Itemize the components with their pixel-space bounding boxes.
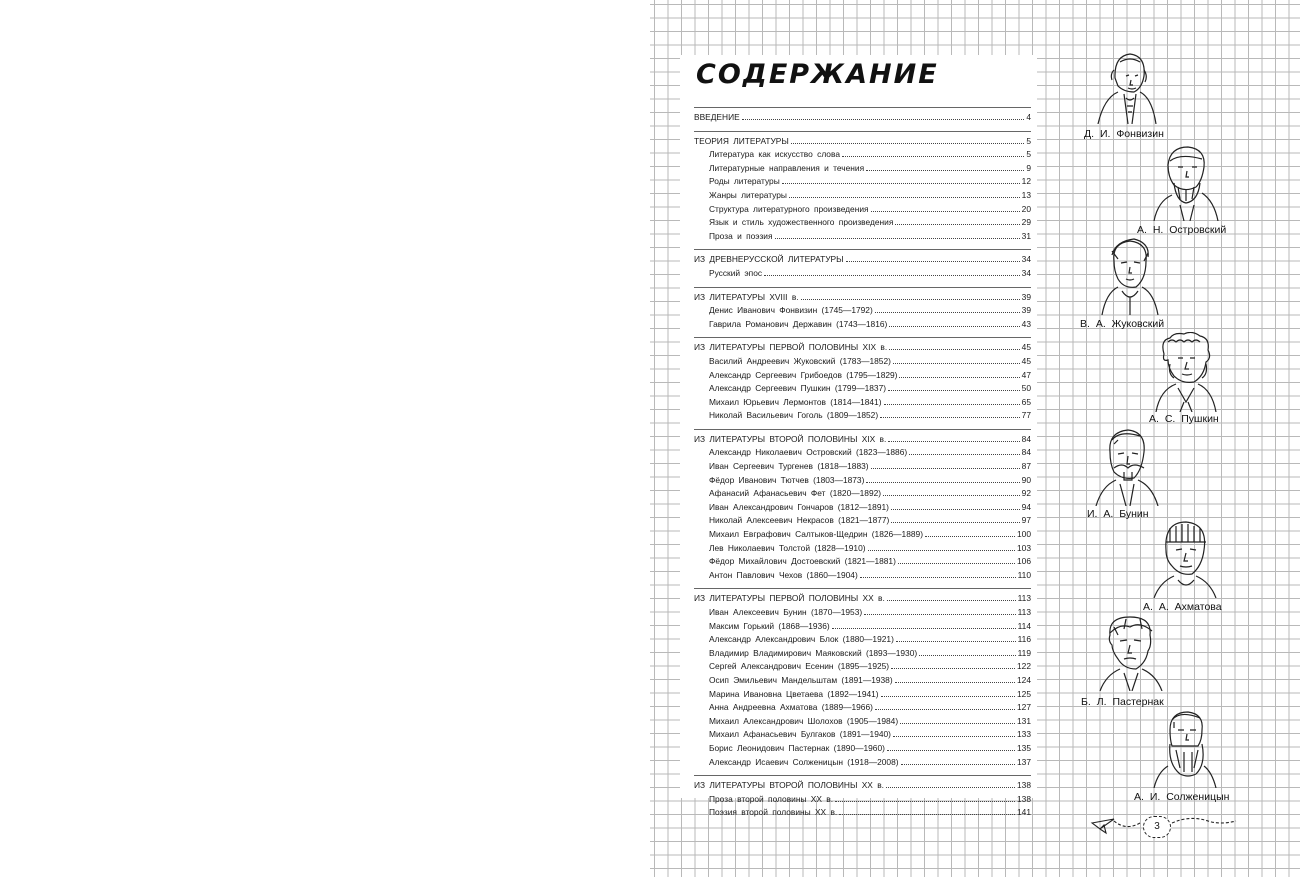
toc-entry-title: Александр Исаевич Солженицын (1918—2008) — [709, 756, 899, 767]
toc-entry-title: ИЗ ЛИТЕРАТУРЫ ПЕРВОЙ ПОЛОВИНЫ XIX в. — [694, 342, 888, 353]
toc-entry[interactable] — [694, 162, 1031, 176]
toc-entry-page: 43 — [1021, 318, 1031, 329]
portrait-pushkin — [1150, 332, 1220, 412]
portrait-label: А. И. Солженицын — [1134, 791, 1230, 803]
toc-entry-page: 113 — [1017, 593, 1031, 604]
toc-entry[interactable] — [694, 148, 1031, 162]
toc-entry-page: 90 — [1021, 474, 1031, 485]
toc-entry-title: ИЗ ЛИТЕРАТУРЫ ПЕРВОЙ ПОЛОВИНЫ XX в. — [694, 593, 885, 604]
toc-entry-page: 122 — [1017, 661, 1031, 672]
toc-entry-title: Проза второй половины XX в. — [709, 793, 834, 804]
toc-entry-title: Жанры литературы — [709, 189, 787, 200]
toc-entry-page: 77 — [1021, 410, 1031, 421]
toc-entry-title: Русский эпос — [709, 267, 763, 278]
toc-entry-title: Василий Андреевич Жуковский (1783—1852) — [709, 355, 891, 366]
toc-section-heading[interactable] — [694, 291, 1031, 305]
toc-entry[interactable] — [694, 555, 1031, 569]
toc-entry-page: 39 — [1021, 291, 1031, 302]
toc-entry-title: Антон Павлович Чехов (1860—1904) — [709, 569, 858, 580]
toc-entry-page: 29 — [1021, 217, 1031, 228]
toc-entry-page: 97 — [1021, 515, 1031, 526]
dot-leader — [875, 709, 1015, 710]
toc-entry-title: ИЗ ЛИТЕРАТУРЫ ВТОРОЙ ПОЛОВИНЫ XIX в. — [694, 433, 887, 444]
toc-entry[interactable] — [694, 487, 1031, 501]
toc-entry-page: 47 — [1021, 369, 1031, 380]
toc-section-heading[interactable] — [694, 779, 1031, 793]
toc-section — [694, 588, 1031, 769]
toc-entry-page: 20 — [1021, 203, 1031, 214]
portrait-label: В. А. Жуковский — [1080, 318, 1165, 330]
toc-entry[interactable] — [694, 806, 1031, 820]
toc-section-heading[interactable] — [694, 592, 1031, 606]
toc-entry-page: 94 — [1021, 501, 1031, 512]
dot-leader — [891, 509, 1020, 510]
dot-leader — [832, 628, 1016, 629]
toc-entry-page: 31 — [1021, 230, 1031, 241]
toc-entry[interactable] — [694, 742, 1031, 756]
toc-entry-page: 45 — [1021, 355, 1031, 366]
portrait-bunin — [1090, 426, 1162, 506]
toc-entry[interactable] — [694, 230, 1031, 244]
dot-leader — [889, 326, 1019, 327]
toc-entry-page: 138 — [1017, 793, 1031, 804]
dot-leader — [871, 211, 1020, 212]
page-number: 3 — [1143, 816, 1171, 838]
toc-entry[interactable] — [694, 460, 1031, 474]
toc-entry-title: Иван Сергеевич Тургенев (1818—1883) — [709, 461, 869, 472]
section-divider — [694, 287, 1031, 288]
toc-entry-title: Гаврила Романович Державин (1743—1816) — [709, 318, 888, 329]
toc-entry[interactable] — [694, 409, 1031, 423]
dot-leader — [842, 156, 1024, 157]
toc-entry-title: Афанасий Афанасьевич Фет (1820—1892) — [709, 488, 882, 499]
toc-entry[interactable] — [694, 446, 1031, 460]
toc-entry[interactable] — [694, 175, 1031, 189]
toc-section — [694, 107, 1031, 125]
toc-section-heading[interactable] — [694, 253, 1031, 267]
toc-entry-page: 135 — [1017, 742, 1031, 753]
toc-entry-page: 138 — [1017, 780, 1031, 791]
toc-entry[interactable] — [694, 501, 1031, 515]
toc-entry[interactable] — [694, 715, 1031, 729]
toc-entry-page: 141 — [1017, 807, 1031, 818]
toc-entry-title: Марина Ивановна Цветаева (1892—1941) — [709, 688, 879, 699]
toc-entry-title: Проза и поэзия — [709, 230, 773, 241]
dot-leader — [899, 377, 1019, 378]
toc-entry-page: 114 — [1017, 620, 1031, 631]
dot-leader — [782, 183, 1020, 184]
portrait-label: А. А. Ахматова — [1143, 601, 1222, 613]
toc-entry-page: 103 — [1017, 542, 1031, 553]
dot-leader — [839, 814, 1015, 815]
toc-entry-title: Денис Иванович Фонвизин (1745—1792) — [709, 305, 873, 316]
dot-leader — [846, 261, 1020, 262]
dot-leader — [880, 417, 1020, 418]
toc-entry[interactable] — [694, 304, 1031, 318]
page-title: СОДЕРЖАНИЕ — [696, 59, 939, 90]
toc-entry[interactable] — [694, 474, 1031, 488]
toc-entry-page: 113 — [1017, 607, 1031, 617]
toc-entry-page: 12 — [1021, 176, 1031, 187]
toc-entry-page: 50 — [1021, 383, 1031, 394]
portrait-solzhenitsyn — [1150, 708, 1220, 788]
toc-entry-title: Литература как искусство слова — [709, 149, 840, 160]
toc-entry[interactable] — [694, 528, 1031, 542]
toc-entry[interactable] — [694, 688, 1031, 702]
toc-entry-title: ИЗ ЛИТЕРАТУРЫ XVIII в. — [694, 291, 799, 302]
toc-entry-page: 5 — [1026, 149, 1031, 160]
toc-entry-title: Александр Александрович Блок (1880—1921) — [709, 634, 894, 645]
dot-leader — [883, 495, 1020, 496]
portrait-label: Б. Л. Пастернак — [1081, 696, 1164, 708]
toc-entry-title: Структура литературного произведения — [709, 203, 869, 214]
toc-entry[interactable] — [694, 674, 1031, 688]
toc-entry-title: ТЕОРИЯ ЛИТЕРАТУРЫ — [694, 135, 789, 146]
toc-entry-title: Михаил Евграфович Салтыков-Щедрин (1826—1889) — [709, 529, 923, 540]
dot-leader — [881, 696, 1015, 697]
portrait-fonvizin — [1090, 48, 1160, 124]
toc-entry-page: 100 — [1017, 529, 1031, 540]
dot-leader — [909, 454, 1020, 455]
section-divider — [694, 249, 1031, 250]
toc-section — [694, 775, 1031, 820]
toc-entry-page: 13 — [1021, 189, 1031, 200]
toc-entry[interactable] — [694, 633, 1031, 647]
dot-leader — [901, 764, 1015, 765]
toc-entry[interactable] — [694, 396, 1031, 410]
toc-entry-title: Борис Леонидович Пастернак (1890—1960) — [709, 742, 885, 753]
toc-entry-page: 34 — [1021, 254, 1031, 265]
dot-leader — [884, 404, 1020, 405]
toc-entry-title: ВВЕДЕНИЕ — [694, 112, 740, 122]
dot-leader — [775, 238, 1020, 239]
dot-leader — [791, 143, 1025, 144]
portrait-label: А. Н. Островский — [1137, 224, 1227, 236]
dot-leader — [893, 363, 1020, 364]
dot-leader — [893, 736, 1015, 737]
toc-entry-page: 106 — [1017, 556, 1031, 567]
toc-entry-title: Михаил Александрович Шолохов (1905—1984) — [709, 715, 899, 726]
portrait-label: А. С. Пушкин — [1149, 413, 1219, 425]
dot-leader — [888, 390, 1020, 391]
section-divider — [694, 107, 1031, 108]
toc-entry-page: 5 — [1026, 135, 1031, 146]
table-of-contents — [680, 55, 1037, 818]
section-divider — [694, 131, 1031, 132]
toc-entry[interactable] — [694, 203, 1031, 217]
toc-entry-title: Николай Васильевич Гоголь (1809—1852) — [709, 410, 879, 421]
toc-entry-page: 125 — [1017, 688, 1031, 699]
toc-entry-title: Фёдор Иванович Тютчев (1803—1873) — [709, 474, 865, 485]
toc-entry-page: 116 — [1017, 634, 1031, 645]
toc-entry[interactable] — [694, 382, 1031, 396]
dot-leader — [891, 522, 1019, 523]
toc-entry-title: Роды литературы — [709, 176, 780, 187]
dot-leader — [895, 224, 1019, 225]
portrait-label: И. А. Бунин — [1087, 508, 1149, 520]
dot-leader — [864, 614, 1015, 615]
toc-section — [694, 131, 1031, 244]
toc-entry-page: 39 — [1021, 305, 1031, 316]
toc-entry-title: ИЗ ДРЕВНЕРУССКОЙ ЛИТЕРАТУРЫ — [694, 254, 844, 265]
toc-entry-page: 45 — [1021, 342, 1031, 353]
toc-entry-title: Фёдор Михайлович Достоевский (1821—1881) — [709, 556, 896, 567]
toc-entry[interactable] — [694, 369, 1031, 383]
toc-entry[interactable] — [694, 606, 1031, 620]
dot-leader — [801, 299, 1020, 300]
portrait-zhukovsky — [1094, 237, 1164, 315]
toc-section-heading[interactable] — [694, 341, 1031, 355]
toc-section-heading[interactable] — [694, 135, 1031, 149]
toc-section — [694, 287, 1031, 332]
toc-entry-page: 84 — [1021, 447, 1031, 458]
toc-list — [694, 107, 1031, 826]
dot-leader — [887, 750, 1015, 751]
toc-entry-page: 4 — [1026, 112, 1031, 122]
toc-entry[interactable] — [694, 756, 1031, 770]
toc-entry[interactable] — [694, 267, 1031, 281]
toc-entry-page: 84 — [1021, 433, 1031, 444]
dot-leader — [889, 349, 1020, 350]
dot-leader — [868, 550, 1015, 551]
toc-entry[interactable] — [694, 318, 1031, 332]
dot-leader — [860, 577, 1016, 578]
toc-entry-title: Александр Сергеевич Пушкин (1799—1837) — [709, 383, 887, 394]
toc-entry[interactable] — [694, 647, 1031, 661]
toc-section — [694, 337, 1031, 423]
toc-entry-title: Поэзия второй половины XX в. — [709, 807, 838, 818]
toc-entry[interactable] — [694, 514, 1031, 528]
toc-entry-title: Лев Николаевич Толстой (1828—1910) — [709, 542, 866, 553]
toc-entry[interactable] — [694, 216, 1031, 230]
toc-entry-title: Сергей Александрович Есенин (1895—1925) — [709, 661, 890, 672]
section-divider — [694, 775, 1031, 776]
toc-entry[interactable] — [694, 542, 1031, 556]
dot-leader — [891, 668, 1015, 669]
toc-section-heading[interactable] — [694, 111, 1031, 125]
dot-leader — [871, 468, 1020, 469]
portrait-akhmatova — [1150, 520, 1220, 598]
toc-entry-title: Максим Горький (1868—1936) — [709, 620, 830, 631]
toc-section — [694, 249, 1031, 280]
dot-leader — [866, 482, 1019, 483]
toc-entry[interactable] — [694, 793, 1031, 807]
dot-leader — [866, 170, 1024, 171]
dot-leader — [900, 723, 1015, 724]
toc-entry-title: Иван Александрович Гончаров (1812—1891) — [709, 501, 889, 512]
dot-leader — [898, 563, 1015, 564]
toc-entry-title: Литературные направления и течения — [709, 162, 865, 173]
toc-entry[interactable] — [694, 701, 1031, 715]
toc-entry[interactable] — [694, 620, 1031, 634]
toc-section — [694, 429, 1031, 583]
toc-entry-title: Язык и стиль художественного произведения — [709, 217, 894, 228]
toc-entry-page: 9 — [1026, 162, 1031, 173]
toc-entry-page: 87 — [1021, 461, 1031, 472]
dot-leader — [742, 119, 1025, 120]
dot-leader — [896, 641, 1016, 642]
dot-leader — [835, 801, 1015, 802]
dot-leader — [875, 312, 1020, 313]
toc-entry[interactable] — [694, 569, 1031, 583]
section-divider — [694, 588, 1031, 589]
toc-entry-page: 124 — [1017, 674, 1031, 685]
toc-entry[interactable] — [694, 728, 1031, 742]
toc-section-heading[interactable] — [694, 433, 1031, 447]
toc-entry-page: 131 — [1017, 715, 1031, 726]
dot-leader — [764, 275, 1020, 276]
section-divider — [694, 429, 1031, 430]
toc-entry-title: Михаил Юрьевич Лермонтов (1814—1841) — [709, 396, 882, 407]
toc-entry-title: Осип Эмильевич Мандельштам (1891—1938) — [709, 674, 893, 685]
dot-leader — [886, 787, 1015, 788]
dot-leader — [925, 536, 1015, 537]
section-divider — [694, 337, 1031, 338]
dot-leader — [789, 197, 1020, 198]
toc-entry-title: ИЗ ЛИТЕРАТУРЫ ВТОРОЙ ПОЛОВИНЫ XX в. — [694, 780, 885, 791]
toc-entry-page: 34 — [1021, 267, 1031, 278]
toc-entry-title: Михаил Афанасьевич Булгаков (1891—1940) — [709, 729, 891, 740]
portrait-label: Д. И. Фонвизин — [1084, 128, 1164, 140]
toc-entry-title: Владимир Владимирович Маяковский (1893—1930) — [709, 647, 918, 658]
dot-leader — [895, 682, 1015, 683]
portrait-pasternak — [1096, 615, 1166, 691]
portrait-ostrovsky — [1150, 143, 1220, 221]
toc-entry-page: 133 — [1017, 729, 1031, 740]
dot-leader — [919, 655, 1015, 656]
toc-entry-title: Иван Алексеевич Бунин (1870—1953) — [709, 607, 863, 617]
toc-entry[interactable] — [694, 189, 1031, 203]
toc-entry-page: 92 — [1021, 488, 1031, 499]
toc-entry-page: 127 — [1017, 702, 1031, 713]
toc-entry-title: Александр Сергеевич Грибоедов (1795—1829) — [709, 369, 898, 380]
toc-entry-page: 65 — [1021, 396, 1031, 407]
toc-entry-title: Александр Николаевич Островский (1823—1886) — [709, 447, 908, 458]
dot-leader — [888, 441, 1019, 442]
toc-entry[interactable] — [694, 660, 1031, 674]
toc-entry-title: Анна Андреевна Ахматова (1889—1966) — [709, 702, 873, 713]
toc-entry-title: Николай Алексеевич Некрасов (1821—1877) — [709, 515, 890, 526]
toc-entry-page: 110 — [1017, 569, 1031, 580]
toc-entry-page: 119 — [1017, 647, 1031, 658]
toc-entry-page: 137 — [1017, 756, 1031, 767]
dot-leader — [887, 600, 1016, 601]
toc-entry[interactable] — [694, 355, 1031, 369]
